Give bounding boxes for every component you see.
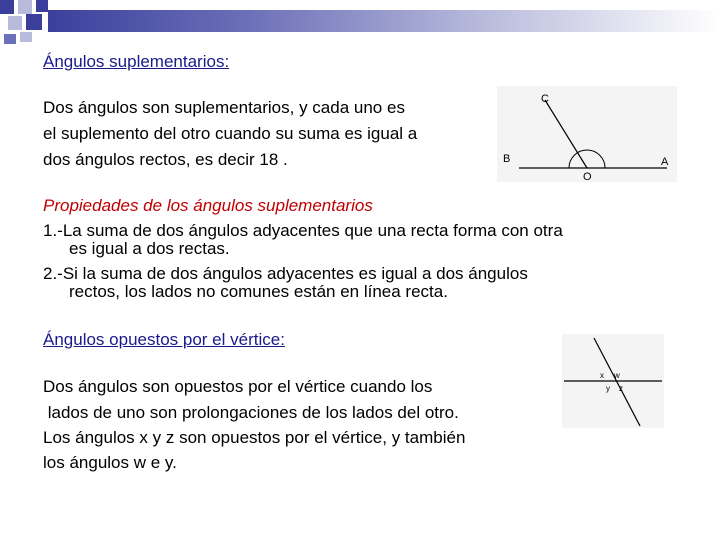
label-y: y — [606, 384, 610, 393]
property-2-line-2: rectos, los lados no comunes están en línea recta. — [69, 282, 448, 301]
paragraph-line: dos ángulos rectos, es decir 18 . — [43, 150, 288, 169]
heading-propiedades: Propiedades de los ángulos suplementarios — [43, 196, 373, 215]
paragraph-line: los ángulos w e y. — [43, 453, 177, 472]
property-1-line-2: es igual a dos rectas. — [69, 239, 230, 258]
label-o: O — [583, 171, 592, 182]
label-w: w — [614, 371, 620, 380]
property-2-line-1: 2.-Si la suma de dos ángulos adyacentes es igual a dos ángulos — [43, 264, 528, 283]
label-z: z — [619, 384, 623, 393]
label-c: C — [541, 93, 549, 105]
label-b: B — [503, 153, 511, 165]
vertical-angles-figure — [562, 334, 664, 428]
property-1-line-1: 1.-La suma de dos ángulos adyacentes que una recta forma con otra — [43, 221, 563, 240]
paragraph-line: lados de uno son prolongaciones de los lados del otro. — [43, 403, 459, 422]
heading-suplementarios: Ángulos suplementarios: — [43, 52, 230, 71]
paragraph-line: Dos ángulos son opuestos por el vértice cuando los — [43, 377, 433, 396]
header-gradient-bar — [48, 10, 720, 32]
paragraph-line: Los ángulos x y z son opuestos por el vértice, y también — [43, 428, 466, 447]
label-a: A — [661, 156, 669, 168]
paragraph-line: el suplemento del otro cuando su suma es igual a — [43, 124, 418, 143]
label-x: x — [600, 371, 604, 380]
heading-opuestos: Ángulos opuestos por el vértice: — [43, 330, 285, 349]
paragraph-line: Dos ángulos son suplementarios, y cada uno es — [43, 98, 405, 117]
supplementary-angles-figure — [497, 86, 677, 182]
